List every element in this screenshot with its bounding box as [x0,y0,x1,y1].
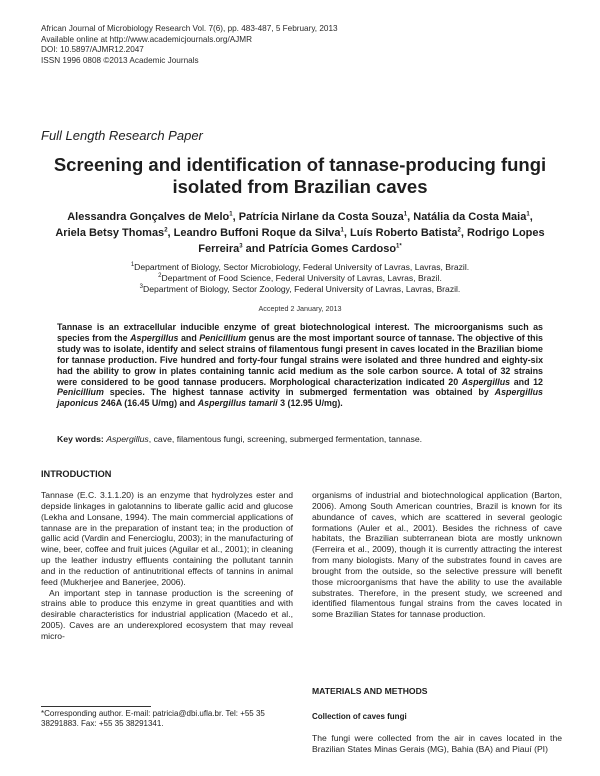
doi-line: DOI: 10.5897/AJMR12.2047 [41,45,144,55]
author: Leandro Buffoni Roque da Silva$^1$, [173,227,350,239]
author: Patrícia Gomes Cardoso$^{1*}$ [268,243,402,255]
introduction-heading: INTRODUCTION [41,469,112,479]
affiliation: $^1$Department of Biology, Sector Microbiology, Federal University of Lavras, Lavras, Brazil. [130,262,470,272]
affiliations [40,262,560,295]
author: Ariela Betsy Thomas$^2$, [55,227,174,239]
affiliation: $^2$Department of Food Science, Federal University of Lavras, Lavras, Brazil. [158,273,442,283]
abstract: Tannase is an extracellular inducible enzyme of great biotechnological interest. The microorganisms such as species from the Aspergillus and Penicillium genus are the most important source of tannase. The objective of this study was to isolate, identify and select strains of filamentous fungi present in caves located in the Brazilian biome for tannase production. Five hundred and forty-four fungal strains were isolated and three hundred and eighty-six had the ability to grow in plates containing tannic acid medium as the sole carbon source. A total of 32 strains were considered to be good tannase producers. Morphological characterization indicated 20 Aspergillus and 12 Penicillium species. The highest tannase activity in submerged fermentation was obtained by Aspergillus japonicus 246A (16.45 U/mg) and Aspergillus tamarii 3 (12.95 U/mg). [57,322,543,409]
methods-heading: MATERIALS AND METHODS [312,686,428,696]
author: Natália da Costa Maia$^1$, [413,211,533,223]
title-line-2: isolated from Brazilian caves [172,176,428,197]
intro-paragraph-3: organisms of industrial and biotechnological application (Barton, 2006). Among South American countries, Brazil is known for its abundance of caves, which are scattered in several geologic formations (Auler et al., 2001). Besides the richness of cave habitats, the Brazilian subterranean biota are mostly unknown (Ferreira et al., 2009), though it is currently attracting the interest from many biologists. Many of the substrates found in caves are brought from the outside, so the selective pressure will benefit those microorganisms that have the ability to use the available substrates. Therefore, in the present study, we screened and identified filamentous fungal strains from the caves located in some Brazilian States for tannase production. [312,490,562,620]
title-line-1: Screening and identification of tannase-producing fungi [53,154,547,175]
keywords: Key words: Aspergillus, cave, filamentous fungi, screening, submerged fermentation, tannase. [57,434,423,444]
journal-citation: African Journal of Microbiology Research Vol. 7(6), pp. 483-487, 5 February, 2013 [41,24,338,33]
author: Patrícia Nirlane da Costa Souza$^1$, [238,211,414,223]
left-column [41,490,293,642]
methods-paragraph: The fungi were collected from the air in caves located in the Brazilian States Minas Gerais (MG), Bahia (BA) and Piauí (PI) [312,733,562,754]
author: Alessandra Gonçalves de Melo$^1$, [67,211,239,223]
author: Luís Roberto Batista$^2$, [349,227,468,239]
author-list [40,209,560,257]
methods-subheading: Collection of caves fungi [312,712,407,721]
availability-line: Available online at http://www.academicjournals.org/AJMR [41,34,253,44]
affiliation: $^3$Department of Biology, Sector Zoology, Federal University of Lavras, Lavras, Brazil. [139,284,461,294]
accepted-date: Accepted 2 January, 2013 [258,304,342,313]
journal-header [41,24,338,66]
footnote: *Corresponding author. E-mail: patricia@dbi.ufla.br. Tel: +55 35 38291883. Fax: +55 35 38291341. [41,709,265,729]
author: Rodrigo Lopes Ferreira$^3$ and [198,227,545,255]
issn-line: ISSN 1996 0808 ©2013 Academic Journals [41,55,199,65]
paper-type: Full Length Research Paper [41,128,203,143]
paper-title [20,154,580,198]
footnote-divider [41,706,151,707]
intro-paragraph-2: An important step in tannase production is the screening of strains able to produce this enzyme in great quantities and with desirable characteristics for industrial application (Macedo et al., 2005). Caves are an underexplored ecosystem that may reveal micro- [41,587,293,641]
intro-paragraph-1: Tannase (E.C. 3.1.1.20) is an enzyme that hydrolyzes ester and depside linkages in galotannins to liberate gallic acid and glucose (Lekha and Lonsane, 1994). The main commercial applications of tannase are in the preparation of instant tea; in the production of gallic acid (Vardin and Fenercioglu, 2003); in the manufacturing of wine, beer, coffee and fruit juices (Aguilar et al., 2001); in cleaning up the leather industry effluents containing the pollutant tannin and in the reduction of antinutritional effects of tannins in animal feed (Mukherjee and Banerjee, 2006). [41,490,293,587]
right-column [312,490,562,620]
